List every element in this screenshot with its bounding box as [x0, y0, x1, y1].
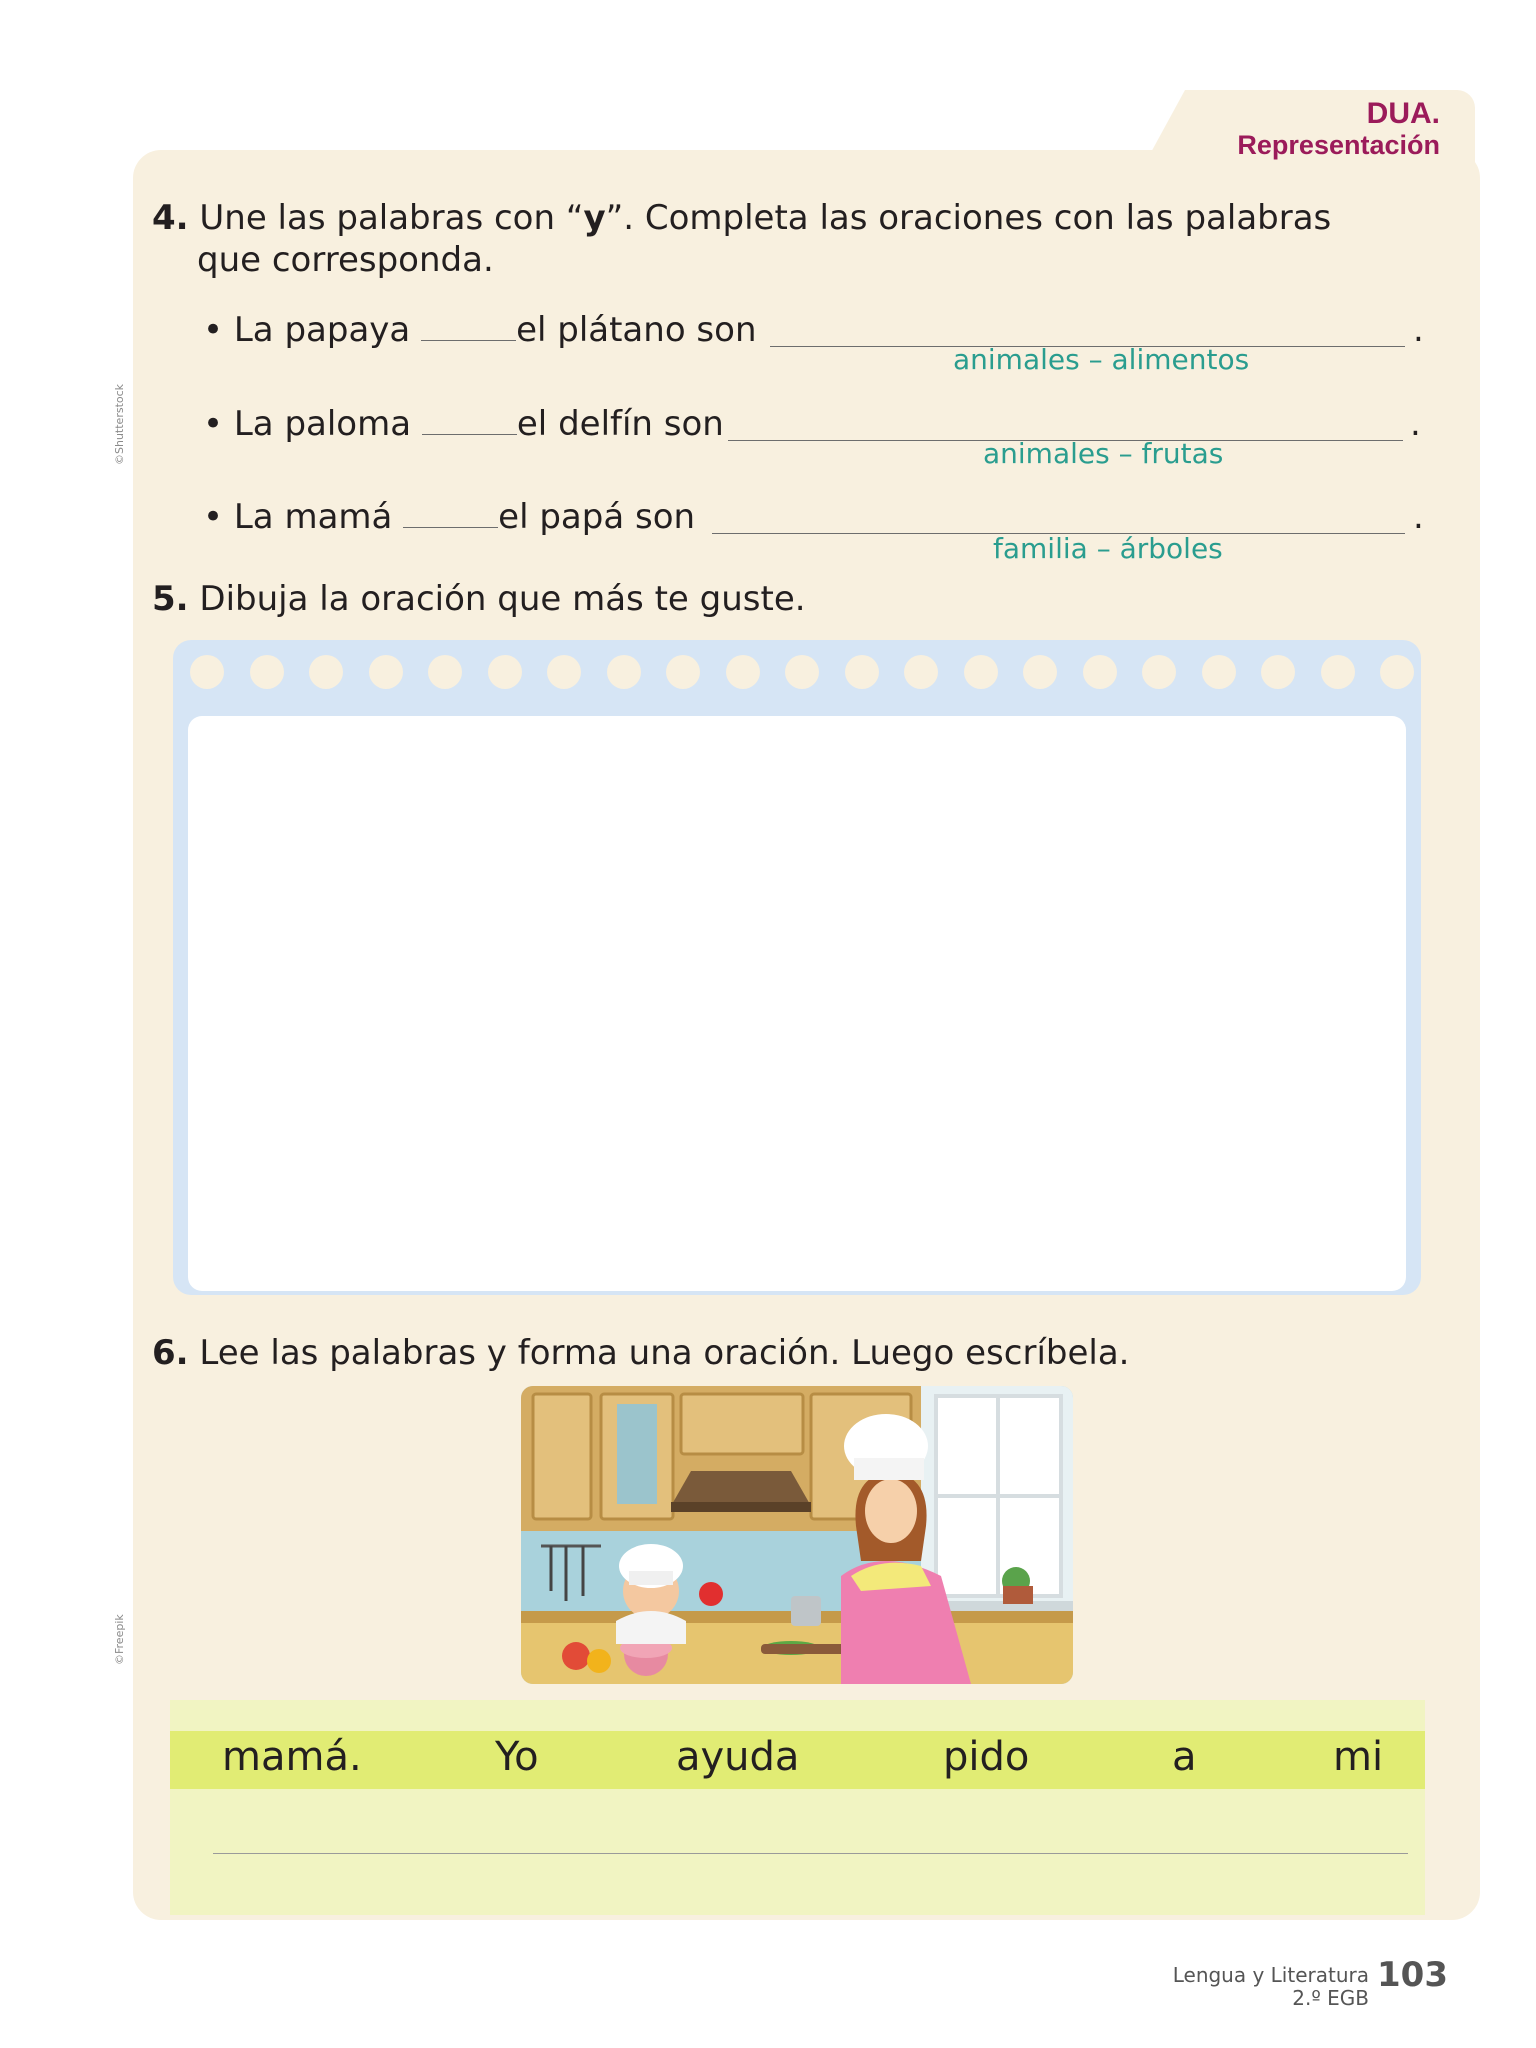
q4-text3: las oraciones con las palabras [808, 198, 1332, 238]
q4-item-3-before: • La mamá [203, 497, 393, 537]
q4-instruction-line2: que corresponda. [197, 240, 494, 280]
q4-item-3-after: el papá son [498, 497, 696, 537]
word-3: ayuda [676, 1734, 800, 1780]
q5-instruction [152, 578, 806, 620]
word-5: a [1172, 1734, 1197, 1780]
q6-text2: una oración. [617, 1333, 852, 1373]
q4-item-2-blank[interactable] [422, 404, 517, 435]
q4-item-2-period: . [1410, 404, 1421, 444]
notepad-hole [1023, 655, 1057, 689]
q4-number: 4. [152, 198, 189, 238]
q4-verb-une: Une [199, 198, 267, 238]
kitchen-illustration [521, 1386, 1073, 1684]
q5-number: 5. [152, 579, 189, 619]
q4-verb-completa: Completa [644, 198, 809, 238]
q6-number: 6. [152, 1333, 189, 1373]
notepad-hole [1261, 655, 1295, 689]
q6-verb-lee: Lee [199, 1333, 260, 1373]
notepad-hole [547, 655, 581, 689]
notepad-hole [428, 655, 462, 689]
footer-subject: Lengua y Literatura [1172, 1963, 1369, 1987]
notepad-hole [607, 655, 641, 689]
notepad-hole [785, 655, 819, 689]
word-1: mamá. [222, 1734, 362, 1780]
credit-shutterstock: ©Shutterstock [113, 383, 126, 465]
q4-item-1-before: • La papaya [203, 310, 411, 350]
q6-text3: escríbela. [954, 1333, 1130, 1373]
notepad-hole [726, 655, 760, 689]
word-2: Yo [495, 1734, 539, 1780]
notepad-hole [1380, 655, 1414, 689]
q4-item-3 [203, 497, 695, 537]
notepad-hole [1202, 655, 1236, 689]
q4-item-1-after: el plátano son [516, 310, 757, 350]
drawing-area[interactable] [188, 716, 1406, 1291]
q4-item-1-blank[interactable] [421, 310, 516, 341]
dua-title: DUA. [1366, 97, 1440, 130]
q4-item-3-hint: familia – árboles [993, 532, 1223, 565]
notepad-hole [1142, 655, 1176, 689]
q5-text: la oración que más te guste. [308, 579, 806, 619]
q4-item-2-before: • La paloma [203, 404, 412, 444]
notepad-hole [1321, 655, 1355, 689]
notepad-hole [190, 655, 224, 689]
notepad-hole [1083, 655, 1117, 689]
q6-verb-forma: forma [517, 1333, 618, 1373]
q6-instruction [152, 1332, 1129, 1374]
dua-subtitle: Representación [1237, 130, 1440, 160]
q4-instruction [152, 197, 1352, 239]
notepad-hole [488, 655, 522, 689]
page-number: 103 [1377, 1955, 1448, 1995]
q4-item-2-after: el delfín son [516, 404, 724, 444]
q6-text1: las palabras y [259, 1333, 518, 1373]
q4-letter-y: y [583, 198, 606, 238]
notepad-hole [250, 655, 284, 689]
q4-item-2 [203, 404, 724, 444]
q5-verb: Dibuja [199, 579, 309, 619]
q4-item-1 [203, 310, 757, 350]
notepad-hole [964, 655, 998, 689]
credit-freepik: ©Freepik [113, 1614, 126, 1665]
word-6: mi [1333, 1734, 1384, 1780]
notepad-hole [666, 655, 700, 689]
word-4: pido [943, 1734, 1030, 1780]
q4-item-3-period: . [1413, 497, 1424, 537]
sentence-writing-line[interactable] [213, 1853, 1408, 1854]
q4-item-1-period: . [1413, 310, 1424, 350]
notepad-hole [904, 655, 938, 689]
q4-item-2-hint: animales – frutas [983, 437, 1224, 470]
q4-item-1-hint: animales – alimentos [953, 343, 1250, 376]
q6-verb-luego: Luego [851, 1333, 955, 1373]
notepad-hole [309, 655, 343, 689]
notepad-hole [369, 655, 403, 689]
q4-text2: ”. [605, 198, 645, 238]
q4-text1: las palabras con “ [266, 198, 584, 238]
notepad-hole [845, 655, 879, 689]
q4-item-3-blank[interactable] [403, 497, 498, 528]
footer-grade: 2.º EGB [1292, 1986, 1369, 2010]
